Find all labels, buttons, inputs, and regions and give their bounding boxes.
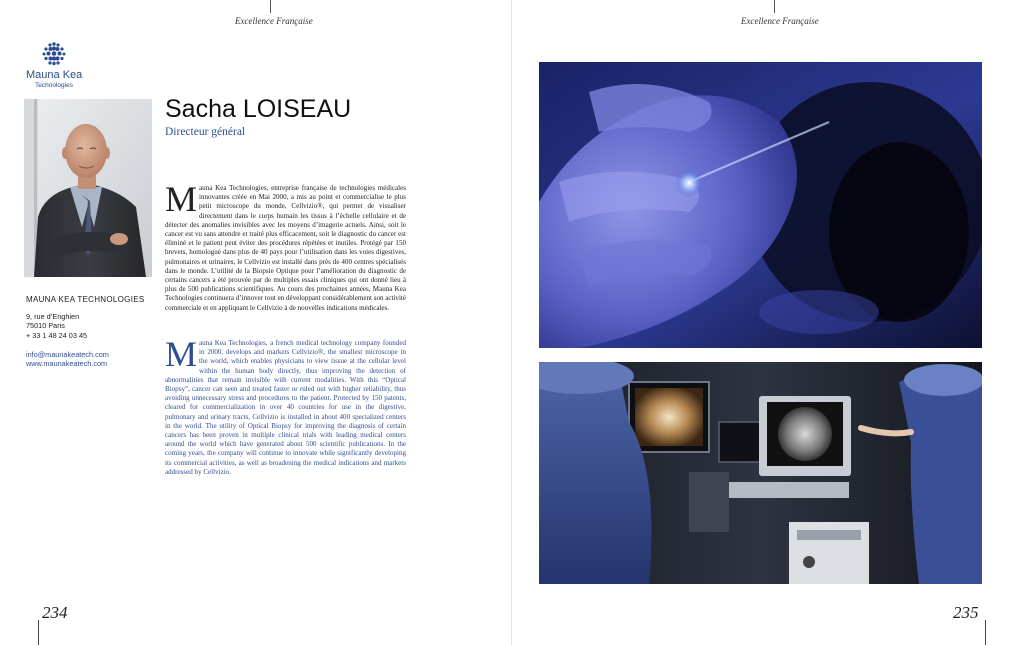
address-line-1: 9, rue d’Enghien [26, 312, 80, 321]
logo-dots-icon [41, 42, 67, 68]
header-label-right: Excellence Française [741, 16, 819, 26]
article-english-text: auna Kea Technologies, a french medical technology company founded in 2000, develops and markets Cellvizio®, the smallest microscope in the world, which enables physicians to view tissue at the cellular level within the human body directly, thus improving the detection of abnormalities that remain invisible with current modalities. With this “Optical Biopsy”, cancer can seen and treated faster or ruled out with higher reliability, thus avoiding unnecessary stress and procedures to the patient. Protected by 150 patents, cleared for commercialization in over 40 countries for use in the digestive, pulmonary and urinary tracts, Cellvizio is installed in about 400 specialized centers in the world. The utility of Optical Biopsy for improving the diagnosis of certain cancers has been proven in multiple clinical trials with leading medical centers around the world which have generated about 500 scientific publications. In the coming years, the company will continue to innovate while significantly developing its commercial activities, as well as broadening the medical indications and markets addressed by Cellvizio. [165, 339, 406, 476]
logo-subtitle: Technologies [35, 82, 73, 89]
footer-tick-right [985, 620, 986, 645]
ceo-portrait [24, 99, 152, 277]
profile-name: Sacha LOISEAU [165, 95, 352, 123]
footer-tick-left [38, 620, 39, 645]
profile-role: Directeur général [165, 126, 246, 138]
company-address [26, 312, 87, 340]
mauna-kea-logo [26, 42, 82, 92]
address-line-2: 75010 Paris [26, 321, 65, 331]
header-label-left: Excellence Française [235, 16, 313, 26]
page-number-right: 235 [953, 603, 979, 622]
operating-room-photo-image [539, 362, 982, 584]
logo-title: Mauna Kea [26, 69, 83, 81]
probe-photo-image [539, 62, 982, 348]
company-name: MAUNA KEA TECHNOLOGIES [26, 295, 145, 304]
portrait-image [24, 99, 152, 277]
article-french [165, 179, 406, 313]
company-phone: + 33 1 48 24 03 45 [26, 330, 88, 340]
header-tick-right [774, 0, 775, 13]
article-english [165, 334, 406, 477]
dropcap-french: M [165, 179, 198, 219]
photo-microscope-probe [539, 62, 982, 348]
page-number-left: 234 [42, 603, 68, 622]
company-email-link[interactable]: info@maunakeatech.com [26, 350, 109, 359]
photo-operating-room [539, 362, 982, 584]
header-tick-left [270, 0, 271, 13]
article-french-text: auna Kea Technologies, entreprise française de technologies médicales innovantes créée en Mai 2000, a mis au point et commercialise le plus petit microscope du monde, Cellvizio®, qui permet de visualiser directement dans le corps humain les tissus à l’échelle cellulaire et de détecter des anomalies invisibles avec les moyens d’imagerie actuels. Ainsi, soit le cancer est vu sans attendre et traité plus efficacement, soit le diagnostic du cancer est éliminé et le patient peut éviter des procédures répétées et inutiles. Protégé par 150 brevets, homologué dans plus de 40 pays pour l’utilisation dans les voies digestives, pulmonaires et urinaires, le Cellvizio est installé dans près de 400 centres spécialisés dans le monde. L’utilité de la Biopsie Optique pour l’amélioration du diagnostic de certains cancers a été prouvée par de multiples essais cliniques qui ont donné lieu à plus de 500 publications scientifiques. Au cours des prochaines années, Mauna Kea Technologies continuera d’innover tout en développant considérablement son activité commerciale et en appliquant le Cellvizio à de nouvelles indications médicales. [165, 184, 406, 312]
company-contacts [26, 350, 109, 369]
dropcap-english: M [165, 334, 198, 374]
company-website-link[interactable]: www.maunakeatech.com [26, 359, 108, 369]
